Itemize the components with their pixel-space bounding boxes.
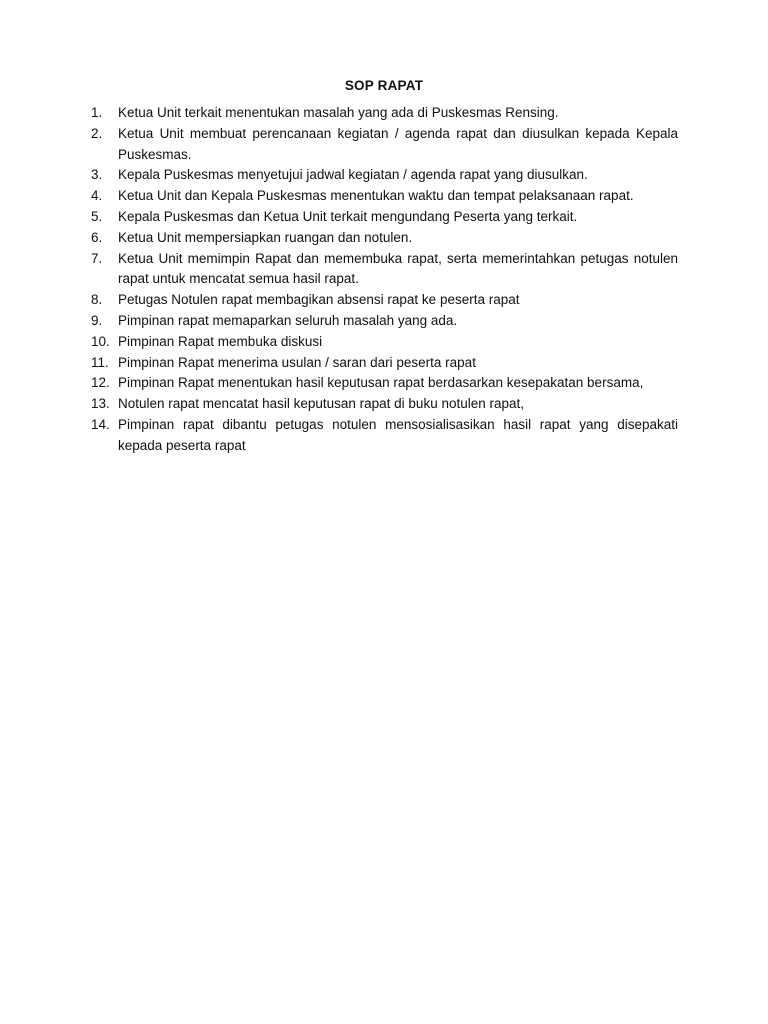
list-item: [91, 124, 678, 166]
sop-steps-list: [91, 103, 678, 457]
list-item-number: 8.: [91, 292, 103, 308]
list-item-number: 3.: [91, 167, 103, 183]
list-item-number: 1.: [91, 105, 103, 120]
list-item-number: 5.: [91, 208, 103, 224]
page-title: SOP RAPAT: [344, 78, 424, 93]
list-item: [91, 353, 678, 374]
list-item: [91, 311, 678, 332]
list-item-number: 10.: [91, 333, 110, 349]
list-item-text: Pimpinan Rapat menentukan hasil keputusan rapat berdasarkan kesepakatan bersama,: [118, 375, 644, 391]
list-item-text: Petugas Notulen rapat membagikan absensi rapat ke peserta rapat: [118, 292, 520, 308]
list-item-number: 12.: [91, 375, 110, 391]
list-item-number: 13.: [91, 396, 110, 412]
list-item: [91, 228, 678, 249]
list-item-text: Pimpinan Rapat menerima usulan / saran dari peserta rapat: [118, 354, 476, 370]
list-item-text: Kepala Puskesmas menyetujui jadwal kegiatan / agenda rapat yang diusulkan.: [118, 167, 588, 183]
list-item: [91, 332, 678, 353]
list-item-text: Ketua Unit membuat perencanaan kegiatan / agenda rapat dan diusulkan kepada Kepala Puskesmas.: [118, 125, 678, 162]
list-item-number: 4.: [91, 188, 103, 204]
list-item: [91, 415, 678, 457]
list-item-text: Ketua Unit dan Kepala Puskesmas menentukan waktu dan tempat pelaksanaan rapat.: [118, 188, 634, 204]
list-item-text: Ketua Unit mempersiapkan ruangan dan notulen.: [118, 229, 413, 245]
list-item: [91, 207, 678, 228]
list-item-text: Ketua Unit terkait menentukan masalah yang ada di Puskesmas Rensing.: [118, 105, 559, 120]
list-item: [91, 373, 678, 394]
list-item: [91, 186, 678, 207]
list-item-text: Notulen rapat mencatat hasil keputusan rapat di buku notulen rapat,: [118, 396, 525, 412]
list-item: [91, 394, 678, 415]
list-item-text: Kepala Puskesmas dan Ketua Unit terkait mengundang Peserta yang terkait.: [118, 208, 578, 224]
list-item-text: Pimpinan Rapat membuka diskusi: [118, 333, 323, 349]
list-item-text: Pimpinan rapat dibantu petugas notulen mensosialisasikan hasil rapat yang disepakati kepada peserta rapat: [118, 416, 678, 453]
list-item: [91, 290, 678, 311]
list-item-number: 2.: [91, 125, 103, 141]
list-item: [91, 249, 678, 291]
list-item: [91, 165, 678, 186]
list-item-text: Ketua Unit memimpin Rapat dan memembuka rapat, serta memerintahkan petugas notulen rapat untuk mencatat semua hasil rapat.: [118, 250, 678, 287]
list-item: [91, 103, 678, 124]
list-item-number: 7.: [91, 250, 103, 266]
list-item-number: 6.: [91, 229, 103, 245]
list-item-text: Pimpinan rapat memaparkan seluruh masalah yang ada.: [118, 312, 458, 328]
list-item-number: 14.: [91, 416, 110, 432]
list-item-number: 9.: [91, 312, 103, 328]
list-item-number: 11.: [91, 354, 109, 370]
